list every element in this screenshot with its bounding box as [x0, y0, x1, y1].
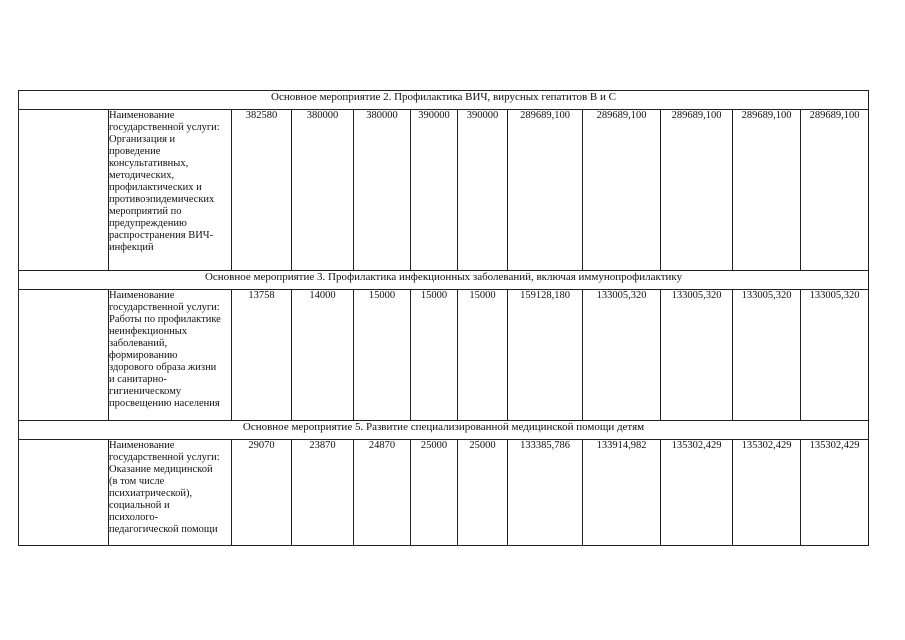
service-name-line: неинфекционных	[109, 326, 188, 337]
value-cell: 159128,180	[508, 290, 583, 421]
table-row	[19, 110, 869, 271]
value-cell: 25000	[458, 440, 508, 546]
service-name-line: педагогической помощи	[109, 524, 218, 535]
blank-cell	[19, 290, 109, 421]
value-cell: 15000	[411, 290, 458, 421]
value-cell: 289689,100	[583, 110, 661, 271]
blank-cell	[19, 440, 109, 546]
service-name-line: профилактических и	[109, 182, 202, 193]
value-cell: 289689,100	[508, 110, 583, 271]
value-cell: 23870	[292, 440, 354, 546]
service-name-line: психолого-	[109, 512, 159, 523]
service-name-line: просвещению населения	[109, 398, 220, 409]
service-name-line: заболеваний,	[109, 338, 168, 349]
value-cell: 135302,429	[733, 440, 801, 546]
service-name-line: здорового образа жизни	[109, 362, 217, 373]
service-name-line: государственной услуги:	[109, 302, 220, 313]
service-name-line: гигиеническому	[109, 386, 182, 397]
service-name-line: (в том числе	[109, 476, 165, 487]
value-cell: 390000	[411, 110, 458, 271]
service-name-line: инфекций	[109, 242, 154, 253]
blank-cell	[19, 110, 109, 271]
value-cell: 133385,786	[508, 440, 583, 546]
service-name-line: государственной услуги:	[109, 122, 220, 133]
value-cell: 15000	[354, 290, 411, 421]
value-cell: 133914,982	[583, 440, 661, 546]
service-name-line: консультативных,	[109, 158, 189, 169]
service-name-line: Работы по профилактике	[109, 314, 221, 325]
services-table	[18, 90, 869, 546]
service-name-line: Оказание медицинской	[109, 464, 213, 475]
service-name-line: государственной услуги:	[109, 452, 220, 463]
value-cell: 133005,320	[583, 290, 661, 421]
value-cell: 133005,320	[733, 290, 801, 421]
service-name-line: формированию	[109, 350, 178, 361]
value-cell: 380000	[292, 110, 354, 271]
value-cell: 29070	[232, 440, 292, 546]
table-row	[19, 440, 869, 546]
service-name-line: мероприятий по	[109, 206, 182, 217]
value-cell: 289689,100	[801, 110, 869, 271]
service-name-line: предупреждению	[109, 218, 187, 229]
section-header-row	[19, 271, 869, 290]
service-name-line: проведение	[109, 146, 161, 157]
service-name-line: Наименование	[109, 290, 175, 301]
service-name-line: психиатрической),	[109, 488, 193, 499]
section-header-row	[19, 91, 869, 110]
value-cell: 15000	[458, 290, 508, 421]
service-name-line: Наименование	[109, 110, 175, 121]
service-name-line: Наименование	[109, 440, 175, 451]
value-cell: 390000	[458, 110, 508, 271]
section-title: Основное мероприятие 2. Профилактика ВИЧ, вирусных гепатитов В и С	[19, 91, 869, 110]
table-body	[19, 91, 869, 546]
value-cell: 14000	[292, 290, 354, 421]
service-name-cell	[109, 440, 232, 546]
service-name-cell	[109, 110, 232, 271]
service-name-line: Организация и	[109, 134, 176, 145]
service-name-line: противоэпидемических	[109, 194, 215, 205]
service-name-line: и санитарно-	[109, 374, 167, 385]
value-cell: 24870	[354, 440, 411, 546]
section-title: Основное мероприятие 5. Развитие специализированной медицинской помощи детям	[19, 421, 869, 440]
service-name-line: методических,	[109, 170, 175, 181]
value-cell: 289689,100	[733, 110, 801, 271]
value-cell: 135302,429	[661, 440, 733, 546]
value-cell: 382580	[232, 110, 292, 271]
value-cell: 133005,320	[801, 290, 869, 421]
value-cell: 289689,100	[661, 110, 733, 271]
service-name-cell	[109, 290, 232, 421]
section-title: Основное мероприятие 3. Профилактика инфекционных заболеваний, включая иммунопрофилактику	[19, 271, 869, 290]
service-name-line: распространения ВИЧ-	[109, 230, 214, 241]
value-cell: 380000	[354, 110, 411, 271]
service-name-line: социальной и	[109, 500, 170, 511]
section-header-row	[19, 421, 869, 440]
value-cell: 25000	[411, 440, 458, 546]
table-row	[19, 290, 869, 421]
value-cell: 13758	[232, 290, 292, 421]
value-cell: 135302,429	[801, 440, 869, 546]
value-cell: 133005,320	[661, 290, 733, 421]
